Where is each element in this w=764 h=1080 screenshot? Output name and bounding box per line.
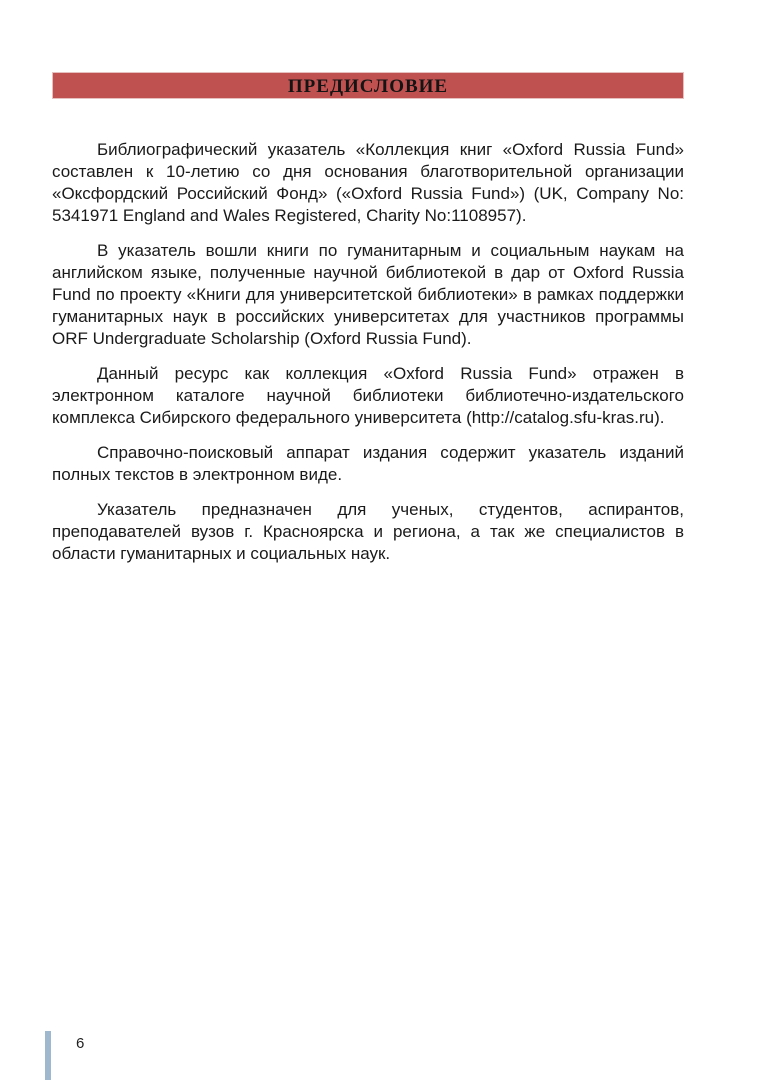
paragraph: Справочно-поисковый аппарат издания содержит указатель изданий полных текстов в электронном виде.: [52, 443, 684, 484]
paragraph: В указатель вошли книги по гуманитарным и социальным наукам на английском языке, полученные научной библиотекой в дар от Oxford Russia Fund по проекту «Книги для университетской библиотеки» в рамках поддержки гуманитарных наук в российских университетах для участников программы ORF Undergraduate Scholarship (Oxford Russia Fund).: [52, 241, 684, 348]
page-number: 6: [76, 1035, 85, 1052]
section-header: [52, 72, 684, 99]
paragraph: Указатель предназначен для ученых, студентов, аспирантов, преподавателей вузов г. Красноярска и региона, а так же специалистов в области гуманитарных и социальных наук.: [52, 500, 684, 563]
footer-accent-bar: [45, 1031, 51, 1080]
paragraph: Библиографический указатель «Коллекция книг «Oxford Russia Fund» составлен к 10-летию со дня основания благотворительной организации «Оксфордский Российский Фонд» («Oxford Russia Fund») (UK, Company No: 5341971 England and Wales Registered, Charity No:1108957).: [52, 140, 684, 225]
paragraph: Данный ресурс как коллекция «Oxford Russia Fund» отражен в электронном каталоге научной библиотеки библиотечно-издательского комплекса Сибирского федерального университета (http://catalog.sfu-kras.ru).: [52, 364, 684, 427]
body-text: [52, 139, 684, 578]
section-title: ПРЕДИСЛОВИЕ: [287, 75, 449, 97]
